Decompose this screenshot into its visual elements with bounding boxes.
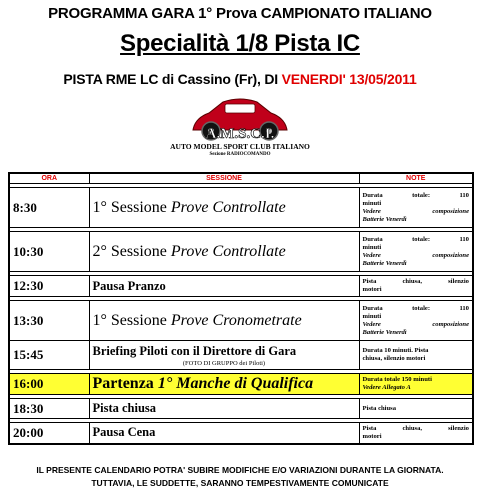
footer-line-2: TUTTAVIA, LE SUDDETTE, SARANNO TEMPESTIVAMENTE COMUNICATE bbox=[91, 478, 389, 488]
table-row bbox=[9, 341, 473, 370]
table-header-row bbox=[9, 173, 473, 184]
header-sessione: SESSIONE bbox=[89, 173, 359, 184]
title-specialita: Specialità 1/8 Pista IC bbox=[120, 30, 360, 57]
day-text: VENERDI' bbox=[281, 71, 346, 87]
row-session: Partenza 1° Manche di Qualifica bbox=[89, 374, 359, 395]
footer-line-1: IL PRESENTE CALENDARIO POTRA' SUBIRE MODIFICHE E/O VARIAZIONI DURANTE LA GIORNATA. bbox=[36, 465, 444, 475]
table-row bbox=[9, 423, 473, 444]
date-text: 13/05/2011 bbox=[345, 71, 417, 87]
row-session: Briefing Piloti con il Direttore di Gara (FOTO DI GRUPPO dei Piloti) bbox=[89, 341, 359, 370]
schedule-table bbox=[8, 172, 474, 445]
table-row bbox=[9, 232, 473, 272]
row-time: 13:30 bbox=[9, 301, 89, 341]
header-note: NOTE bbox=[359, 173, 473, 184]
title-line-1: PROGRAMMA GARA 1° Prova CAMPIONATO ITALIANO bbox=[48, 5, 432, 22]
row-note: Pista chiusa, silenzio motori bbox=[359, 423, 473, 444]
table-row bbox=[9, 301, 473, 341]
row-session: Pista chiusa bbox=[89, 399, 359, 419]
logo-name: AUTO MODEL SPORT CLUB ITALIANO bbox=[170, 142, 310, 151]
row-note: Durata totale 150 minuti Vedere Allegato A bbox=[359, 374, 473, 395]
row-session: Pausa Pranzo bbox=[89, 276, 359, 297]
row-session: 1° Sessione Prove Controllate bbox=[89, 188, 359, 228]
row-session: Pausa Cena bbox=[89, 423, 359, 444]
location-text: PISTA RME LC di Cassino (Fr), DI bbox=[63, 71, 282, 87]
race-car-icon bbox=[165, 96, 315, 142]
row-time: 12:30 bbox=[9, 276, 89, 297]
table-row bbox=[9, 399, 473, 419]
table-row bbox=[9, 276, 473, 297]
logo-text-mark: A.M.S.C.I. bbox=[205, 126, 275, 142]
table-row bbox=[9, 188, 473, 228]
row-time: 20:00 bbox=[9, 423, 89, 444]
row-time: 18:30 bbox=[9, 399, 89, 419]
title-location-date bbox=[0, 71, 480, 87]
logo-section: Sezione RADIOCOMANDO bbox=[209, 152, 271, 157]
row-time: 8:30 bbox=[9, 188, 89, 228]
row-note: Durata totale: 110 minuti Vedere composizione Batterie Venerdì bbox=[359, 188, 473, 228]
header-ora: ORA bbox=[9, 173, 89, 184]
briefing-subnote: (FOTO DI GRUPPO dei Piloti) bbox=[182, 359, 266, 367]
row-note: Pista chiusa bbox=[359, 399, 473, 419]
row-note: Pista chiusa, silenzio motori bbox=[359, 276, 473, 297]
row-session: 1° Sessione Prove Cronometrate bbox=[89, 301, 359, 341]
table-row-highlight bbox=[9, 374, 473, 395]
row-note: Durata 10 minuti. Pista chiusa, silenzio motori bbox=[359, 341, 473, 370]
amsci-logo bbox=[165, 96, 315, 166]
row-note: Durata totale: 110 minuti Vedere composizione Batterie Venerdì bbox=[359, 232, 473, 272]
row-note: Durata totale: 110 minuti Vedere composizione Batterie Venerdì bbox=[359, 301, 473, 341]
row-time: 16:00 bbox=[9, 374, 89, 395]
row-time: 10:30 bbox=[9, 232, 89, 272]
row-time: 15:45 bbox=[9, 341, 89, 370]
row-session: 2° Sessione Prove Controllate bbox=[89, 232, 359, 272]
